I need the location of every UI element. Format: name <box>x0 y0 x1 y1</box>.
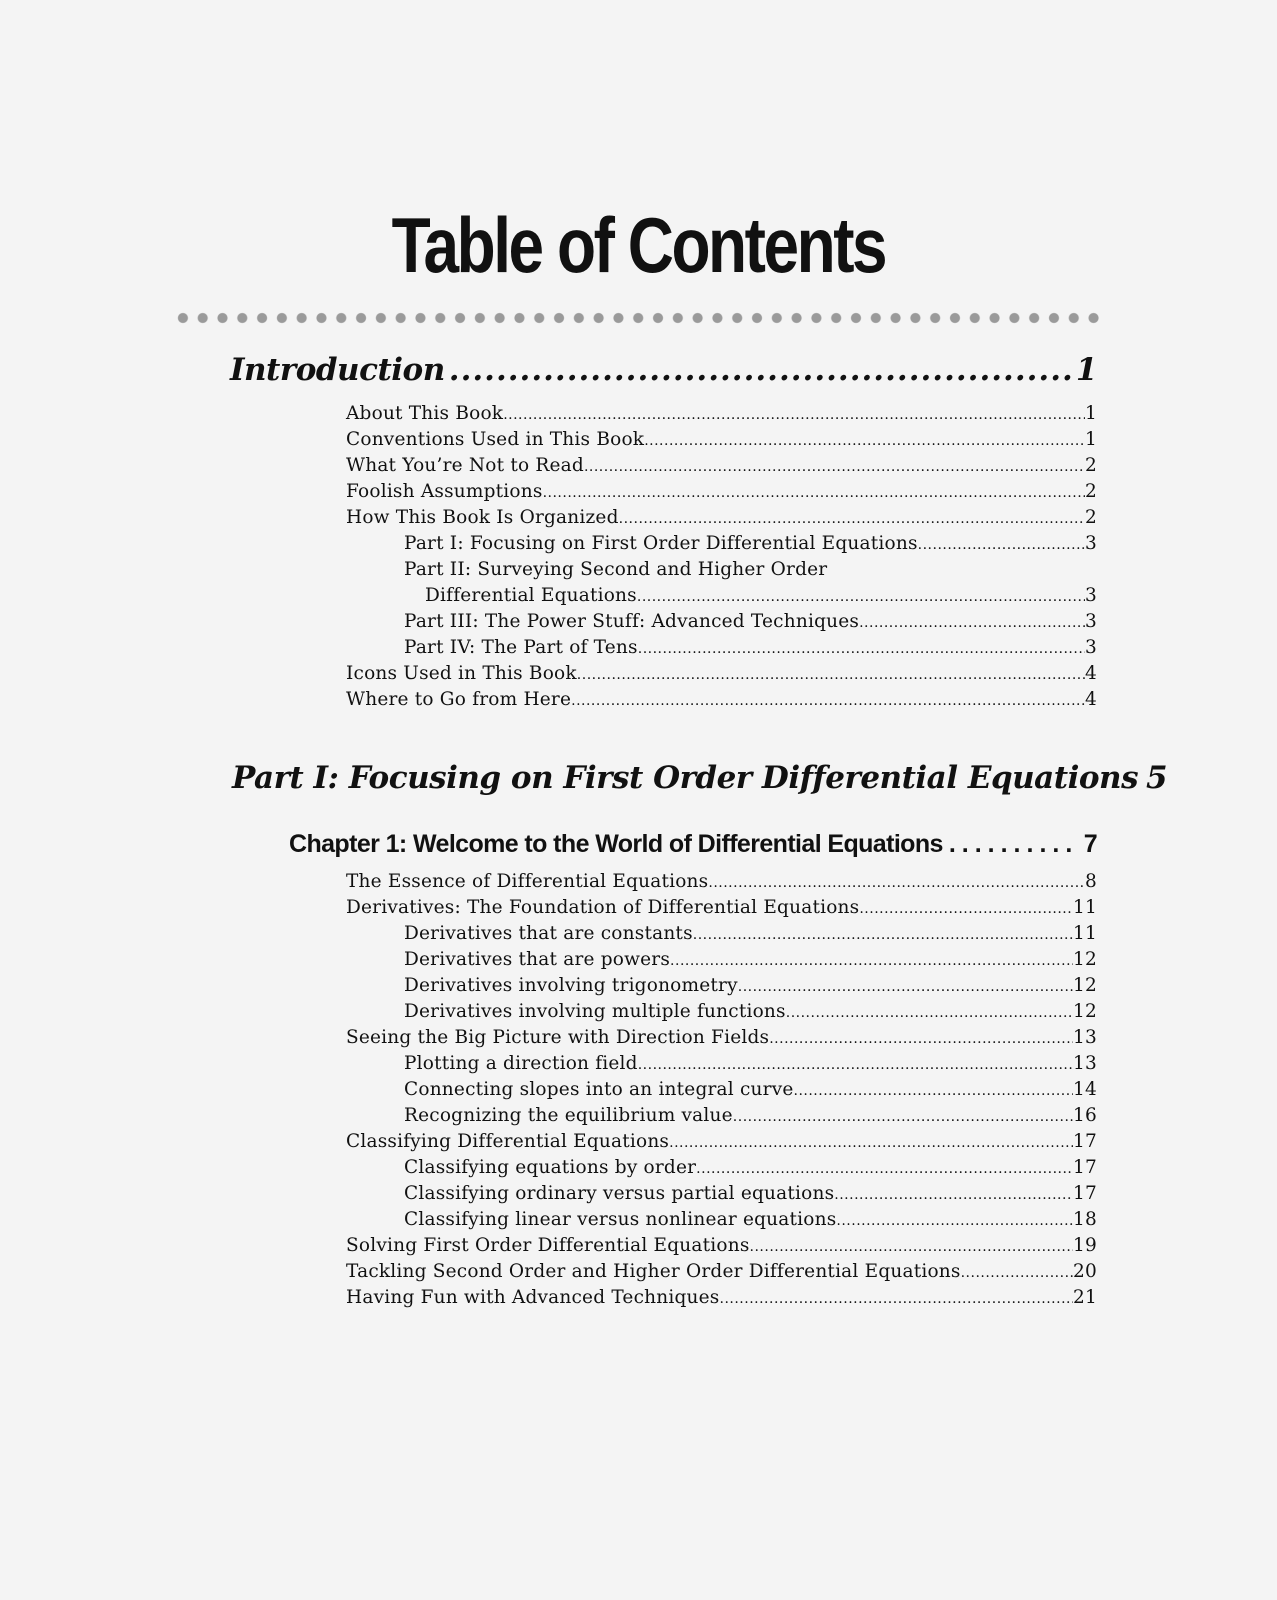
toc-subentry[interactable] <box>404 1051 1097 1077</box>
toc-label: Classifying Differential Equations <box>346 1131 670 1152</box>
toc-page-number: 4 <box>1085 663 1097 684</box>
dot-leader <box>619 505 1085 532</box>
dot-leader <box>449 350 1072 390</box>
toc-page-number: 11 <box>1073 897 1097 918</box>
toc-subentry[interactable] <box>404 1207 1097 1233</box>
toc-subentry[interactable] <box>404 635 1097 661</box>
toc-label: Introduction <box>230 352 445 388</box>
toc-label: Classifying ordinary versus partial equations <box>404 1183 835 1204</box>
toc-label: Derivatives involving trigonometry <box>404 975 738 996</box>
dot-leader <box>708 869 1085 896</box>
toc-entry[interactable] <box>346 869 1097 895</box>
toc-entry[interactable] <box>346 401 1097 427</box>
toc-page-number: 7 <box>1083 830 1097 858</box>
dot-leader <box>693 921 1073 948</box>
toc-subentry[interactable] <box>404 1103 1097 1129</box>
dot-leader <box>836 1207 1073 1234</box>
toc-label: Part I: Focusing on First Order Differential Equations <box>232 760 1139 796</box>
toc-subentry[interactable] <box>404 999 1097 1025</box>
toc-page-number: 17 <box>1073 1131 1097 1152</box>
toc-label: Seeing the Big Picture with Direction Fields <box>346 1027 770 1048</box>
dot-leader <box>543 479 1085 506</box>
toc-page-number: 1 <box>1085 403 1097 424</box>
dot-leader <box>638 1051 1073 1078</box>
toc-introduction[interactable] <box>230 350 1097 390</box>
dot-leader <box>733 1103 1073 1130</box>
toc-page-number: 2 <box>1085 481 1097 502</box>
dot-leader <box>834 1181 1073 1208</box>
toc-entry[interactable] <box>346 427 1097 453</box>
toc-entry[interactable] <box>346 1259 1097 1285</box>
toc-page-number: 17 <box>1073 1183 1097 1204</box>
toc-page-number: 3 <box>1085 637 1097 658</box>
toc-subentry-first-line[interactable]: Part II: Surveying Second and Higher Order <box>404 559 828 580</box>
toc-subentry[interactable] <box>404 1077 1097 1103</box>
toc-label: Derivatives: The Foundation of Differential Equations <box>346 897 860 918</box>
toc-page-number: 1 <box>1085 429 1097 450</box>
toc-page-number: 12 <box>1073 1001 1097 1022</box>
dot-leader <box>859 895 1073 922</box>
toc-entry[interactable] <box>346 895 1097 921</box>
toc-page-number: 3 <box>1085 533 1097 554</box>
dot-leader <box>949 828 1078 860</box>
toc-subentry[interactable] <box>404 921 1097 947</box>
dot-leader <box>738 973 1073 1000</box>
toc-subentry-continuation[interactable] <box>425 583 1097 609</box>
toc-entry[interactable] <box>346 661 1097 687</box>
toc-page-number: 1 <box>1075 352 1097 388</box>
dot-leader <box>669 1129 1073 1156</box>
toc-subentry[interactable] <box>404 531 1097 557</box>
toc-entry[interactable] <box>346 453 1097 479</box>
toc-subentry[interactable] <box>404 609 1097 635</box>
toc-part-1[interactable] <box>232 758 1168 798</box>
dot-leader <box>696 1155 1073 1182</box>
dot-leader <box>577 661 1085 688</box>
dot-leader <box>720 1285 1074 1312</box>
dot-leader <box>769 1025 1073 1052</box>
toc-entry[interactable] <box>346 687 1097 713</box>
toc-subentry[interactable] <box>404 973 1097 999</box>
toc-label: Having Fun with Advanced Techniques <box>346 1287 720 1308</box>
dot-leader <box>571 687 1085 714</box>
toc-page-number: 8 <box>1085 871 1097 892</box>
toc-page-number: 14 <box>1073 1079 1097 1100</box>
page-title: Table of Contents <box>391 201 886 289</box>
toc-label: Tackling Second Order and Higher Order Differential Equations <box>346 1261 961 1282</box>
toc-page-number: 3 <box>1085 611 1097 632</box>
toc-label: Solving First Order Differential Equations <box>346 1235 750 1256</box>
toc-page-number: 13 <box>1073 1053 1097 1074</box>
toc-label: Chapter 1: Welcome to the World of Differential Equations <box>289 830 943 858</box>
toc-page-number: 2 <box>1085 507 1097 528</box>
toc-page-number: 17 <box>1073 1157 1097 1178</box>
toc-label: Derivatives involving multiple functions <box>404 1001 786 1022</box>
toc-page-number: 20 <box>1073 1261 1097 1282</box>
toc-page-number: 2 <box>1085 455 1097 476</box>
dot-leader <box>794 1077 1074 1104</box>
toc-label: How This Book Is Organized <box>346 507 619 528</box>
dot-leader <box>503 401 1085 428</box>
toc-page-number: 13 <box>1073 1027 1097 1048</box>
toc-page-number: 18 <box>1073 1209 1097 1230</box>
toc-entry[interactable] <box>346 479 1097 505</box>
toc-page-number: 12 <box>1073 949 1097 970</box>
toc-entry[interactable] <box>346 1129 1097 1155</box>
toc-label: Derivatives that are powers <box>404 949 671 970</box>
dotted-divider <box>173 312 1105 324</box>
toc-page-number: 19 <box>1073 1235 1097 1256</box>
toc-label: Classifying equations by order <box>404 1157 697 1178</box>
dot-leader <box>859 609 1085 636</box>
toc-label: Differential Equations <box>425 585 637 606</box>
dot-leader <box>638 635 1085 662</box>
toc-label: Part IV: The Part of Tens <box>404 637 638 658</box>
toc-subentry[interactable] <box>404 947 1097 973</box>
dot-leader <box>750 1233 1074 1260</box>
toc-subentry[interactable] <box>404 1155 1097 1181</box>
toc-label: Part I: Focusing on First Order Differential Equations <box>404 533 918 554</box>
dot-leader <box>918 531 1085 558</box>
toc-entry[interactable] <box>346 1233 1097 1259</box>
toc-chapter-1[interactable] <box>289 828 1097 860</box>
toc-label: Icons Used in This Book <box>346 663 577 684</box>
toc-label: Connecting slopes into an integral curve <box>404 1079 794 1100</box>
toc-label: The Essence of Differential Equations <box>346 871 709 892</box>
toc-label: Plotting a direction field <box>404 1053 638 1074</box>
toc-label: Foolish Assumptions <box>346 481 543 502</box>
toc-label: Conventions Used in This Book <box>346 429 645 450</box>
toc-label: Recognizing the equilibrium value <box>404 1105 733 1126</box>
toc-page-number: 4 <box>1085 689 1097 710</box>
toc-label: What You’re Not to Read <box>346 455 584 476</box>
toc-page-number: 3 <box>1085 585 1097 606</box>
toc-page-number: 21 <box>1073 1287 1097 1308</box>
dot-leader <box>670 947 1073 974</box>
dot-leader <box>961 1259 1073 1286</box>
toc-label: Part III: The Power Stuff: Advanced Techniques <box>404 611 860 632</box>
toc-label: Derivatives that are constants <box>404 923 693 944</box>
toc-page-number: 16 <box>1073 1105 1097 1126</box>
toc-subentry[interactable] <box>404 1181 1097 1207</box>
dot-leader <box>637 583 1085 610</box>
dot-leader <box>644 427 1085 454</box>
toc-entry[interactable] <box>346 1025 1097 1051</box>
toc-entry[interactable] <box>346 505 1097 531</box>
toc-page-number: 11 <box>1073 923 1097 944</box>
toc-label: About This Book <box>346 403 504 424</box>
toc-entry[interactable] <box>346 1285 1097 1311</box>
toc-page-number: 5 <box>1146 760 1168 796</box>
toc-label: Where to Go from Here <box>346 689 572 710</box>
dot-leader <box>786 999 1073 1026</box>
toc-label: Classifying linear versus nonlinear equations <box>404 1209 837 1230</box>
dot-leader <box>584 453 1085 480</box>
toc-page-number: 12 <box>1073 975 1097 996</box>
